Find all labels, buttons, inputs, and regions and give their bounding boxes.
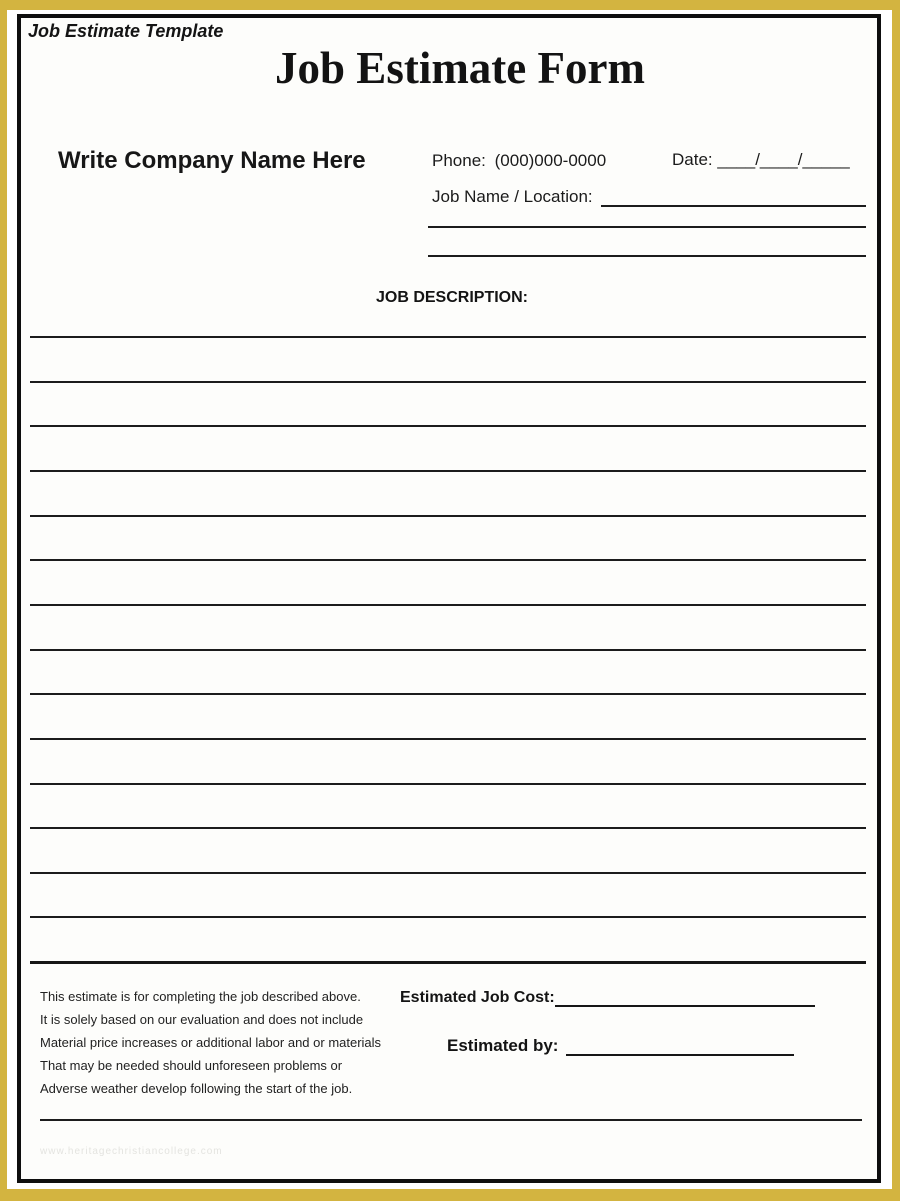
page-title: Job Estimate Form — [275, 43, 645, 93]
estimated-cost-field[interactable] — [400, 986, 815, 1007]
frame-bottom-strip — [0, 1189, 900, 1201]
footer-rule-line[interactable] — [40, 1119, 862, 1121]
date-blank-value[interactable]: ____/____/_____ — [717, 150, 850, 169]
disclaimer-line: This estimate is for completing the job described above. — [40, 989, 361, 1004]
date-field[interactable] — [672, 150, 850, 170]
estimated-cost-blank-line[interactable] — [555, 986, 815, 1007]
estimated-by-field[interactable] — [447, 1034, 794, 1056]
phone-value: (000)000-0000 — [494, 151, 607, 170]
job-name-extra-line-2[interactable] — [428, 255, 866, 257]
job-description-heading: JOB DESCRIPTION: — [375, 289, 528, 306]
disclaimer-line: It is solely based on our evaluation and does not include — [40, 1012, 364, 1027]
disclaimer-text — [40, 985, 381, 1100]
date-label: Date: — [672, 150, 713, 169]
disclaimer-line: Material price increases or additional labor and or materials — [40, 1035, 382, 1050]
job-name-blank-line[interactable] — [601, 183, 866, 207]
template-header-label: Job Estimate Template — [28, 21, 224, 41]
disclaimer-line: That may be needed should unforeseen problems or — [40, 1058, 343, 1073]
phone-row — [432, 151, 606, 171]
job-name-label: Job Name / Location: — [432, 187, 593, 206]
estimated-by-label: Estimated by: — [447, 1036, 559, 1055]
disclaimer-line: Adverse weather develop following the start of the job. — [40, 1081, 353, 1096]
phone-label: Phone: — [432, 151, 486, 170]
watermark-text: www.heritagechristiancollege.com — [40, 1146, 223, 1157]
job-name-field[interactable] — [432, 183, 866, 207]
estimated-cost-label: Estimated Job Cost: — [400, 989, 555, 1006]
frame-left-strip — [0, 0, 7, 1201]
estimated-by-blank-line[interactable] — [566, 1034, 794, 1056]
frame-top-strip — [0, 0, 900, 10]
company-name-text: Write Company Name Here — [58, 147, 366, 174]
frame-right-strip — [892, 0, 900, 1201]
job-name-extra-line-1[interactable] — [428, 226, 866, 228]
